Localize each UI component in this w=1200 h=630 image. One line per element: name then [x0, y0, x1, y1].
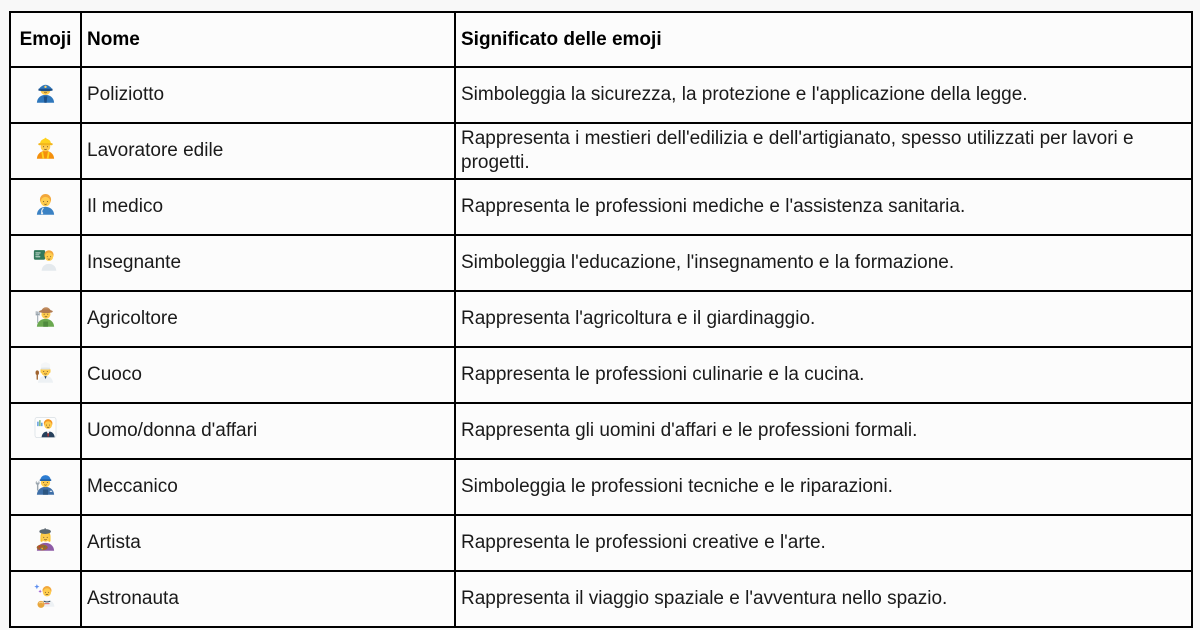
emoji-name: Astronauta	[81, 571, 455, 627]
table-row	[10, 515, 1192, 571]
emoji-cell	[10, 123, 81, 179]
emoji-cell	[10, 515, 81, 571]
emoji-name: Meccanico	[81, 459, 455, 515]
emoji-name: Agricoltore	[81, 291, 455, 347]
table-row	[10, 571, 1192, 627]
table-row	[10, 291, 1192, 347]
health-worker-emoji-icon	[32, 190, 59, 217]
emoji-meaning: Rappresenta i mestieri dell'edilizia e dell'artigianato, spesso utilizzati per lavori e progetti.	[455, 123, 1192, 179]
farmer-emoji-icon	[32, 302, 59, 329]
emoji-meaning: Simboleggia l'educazione, l'insegnamento e la formazione.	[455, 235, 1192, 291]
cook-emoji-icon	[32, 358, 59, 385]
header-nome: Nome	[81, 12, 455, 67]
table-row	[10, 347, 1192, 403]
table-row	[10, 403, 1192, 459]
header-significato: Significato delle emoji	[455, 12, 1192, 67]
table-row	[10, 179, 1192, 235]
emoji-cell	[10, 291, 81, 347]
teacher-emoji-icon	[32, 246, 59, 273]
emoji-cell	[10, 347, 81, 403]
astronaut-emoji-icon	[32, 582, 59, 609]
emoji-meaning: Rappresenta il viaggio spaziale e l'avventura nello spazio.	[455, 571, 1192, 627]
emoji-meaning: Rappresenta le professioni mediche e l'assistenza sanitaria.	[455, 179, 1192, 235]
emoji-name: Il medico	[81, 179, 455, 235]
emoji-name: Artista	[81, 515, 455, 571]
emoji-meaning: Simboleggia la sicurezza, la protezione e l'applicazione della legge.	[455, 67, 1192, 123]
police-officer-emoji-icon	[32, 78, 59, 105]
table-row	[10, 235, 1192, 291]
emoji-cell	[10, 67, 81, 123]
office-worker-emoji-icon	[32, 414, 59, 441]
emoji-name: Insegnante	[81, 235, 455, 291]
emoji-cell	[10, 179, 81, 235]
table-row	[10, 67, 1192, 123]
emoji-meanings-table	[9, 11, 1193, 628]
emoji-cell	[10, 235, 81, 291]
emoji-cell	[10, 571, 81, 627]
artist-emoji-icon	[32, 526, 59, 553]
emoji-cell	[10, 459, 81, 515]
emoji-cell	[10, 403, 81, 459]
emoji-name: Uomo/donna d'affari	[81, 403, 455, 459]
emoji-meaning: Rappresenta gli uomini d'affari e le professioni formali.	[455, 403, 1192, 459]
emoji-name: Poliziotto	[81, 67, 455, 123]
header-emoji: Emoji	[10, 12, 81, 67]
construction-worker-emoji-icon	[32, 134, 59, 161]
emoji-meaning: Rappresenta le professioni creative e l'arte.	[455, 515, 1192, 571]
emoji-meaning: Rappresenta le professioni culinarie e la cucina.	[455, 347, 1192, 403]
table-header-row	[10, 12, 1192, 67]
mechanic-emoji-icon	[32, 470, 59, 497]
emoji-name: Lavoratore edile	[81, 123, 455, 179]
emoji-meaning: Simboleggia le professioni tecniche e le riparazioni.	[455, 459, 1192, 515]
emoji-meaning: Rappresenta l'agricoltura e il giardinaggio.	[455, 291, 1192, 347]
emoji-name: Cuoco	[81, 347, 455, 403]
table-row	[10, 459, 1192, 515]
table-row	[10, 123, 1192, 179]
